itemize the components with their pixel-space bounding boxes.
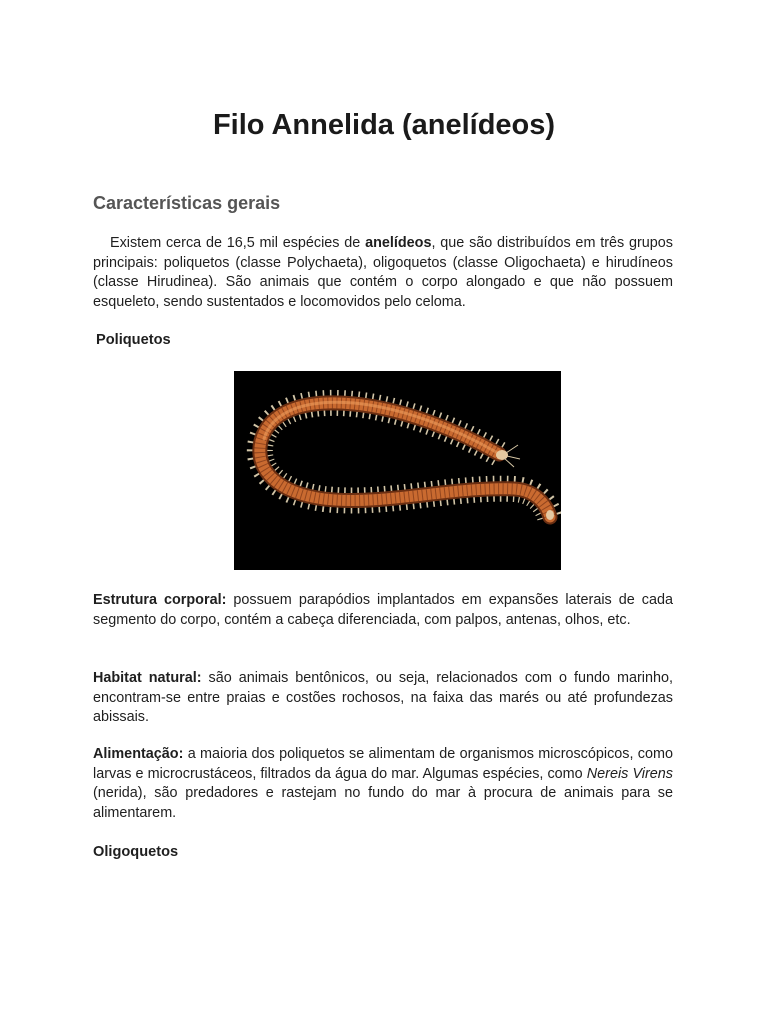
intro-text-2: , que são distribuídos em três grupos principais: poliquetos (classe Polychaeta), oligoquetos (classe Oligochaeta) e hirudíneos (classe Hirudinea). São animais que contém o corpo alongado e que não possuem esqueleto, sendo sustentados e locomovidos pelo celoma. bbox=[93, 235, 673, 310]
estrutura-text: possuem parapódios implantados em expansões laterais de cada segmento do corpo, contém a cabeça diferenciada, com palpos, antenas, olhos, etc. bbox=[93, 592, 673, 628]
habitat-paragraph bbox=[93, 669, 673, 728]
alimentacao-text-1: a maioria dos poliquetos se alimentam de organismos microscópicos, como larvas e microcrustáceos, filtrados da água do mar. Algumas espécies, como bbox=[93, 746, 673, 782]
intro-paragraph bbox=[93, 234, 673, 312]
poliquetos-heading: Poliquetos bbox=[96, 332, 171, 348]
polychaete-worm-image bbox=[234, 371, 561, 570]
habitat-text: são animais bentônicos, ou seja, relacionados com o fundo marinho, encontram-se entre praias e costões rochosos, na faixa das marés ou até profundezas abissais. bbox=[93, 670, 673, 725]
section-title: Características gerais bbox=[93, 193, 281, 213]
worm-illustration bbox=[234, 371, 561, 570]
intro-bold-term: anelídeos bbox=[365, 235, 432, 251]
alimentacao-text-2: (nerida), são predadores e rastejam no fundo do mar à procura de animais para se alimentarem. bbox=[93, 785, 673, 821]
intro-text-1: Existem cerca de 16,5 mil espécies de bbox=[110, 235, 366, 251]
page-title: Filo Annelida (anelídeos) bbox=[212, 109, 556, 141]
estrutura-label: Estrutura corporal: bbox=[93, 592, 227, 608]
habitat-label: Habitat natural: bbox=[93, 670, 202, 686]
alimentacao-paragraph bbox=[93, 745, 673, 823]
estrutura-paragraph bbox=[93, 591, 673, 630]
alimentacao-species: Nereis Virens bbox=[586, 765, 673, 782]
alimentacao-label: Alimentação: bbox=[93, 746, 184, 762]
oligoquetos-heading: Oligoquetos bbox=[93, 844, 179, 860]
